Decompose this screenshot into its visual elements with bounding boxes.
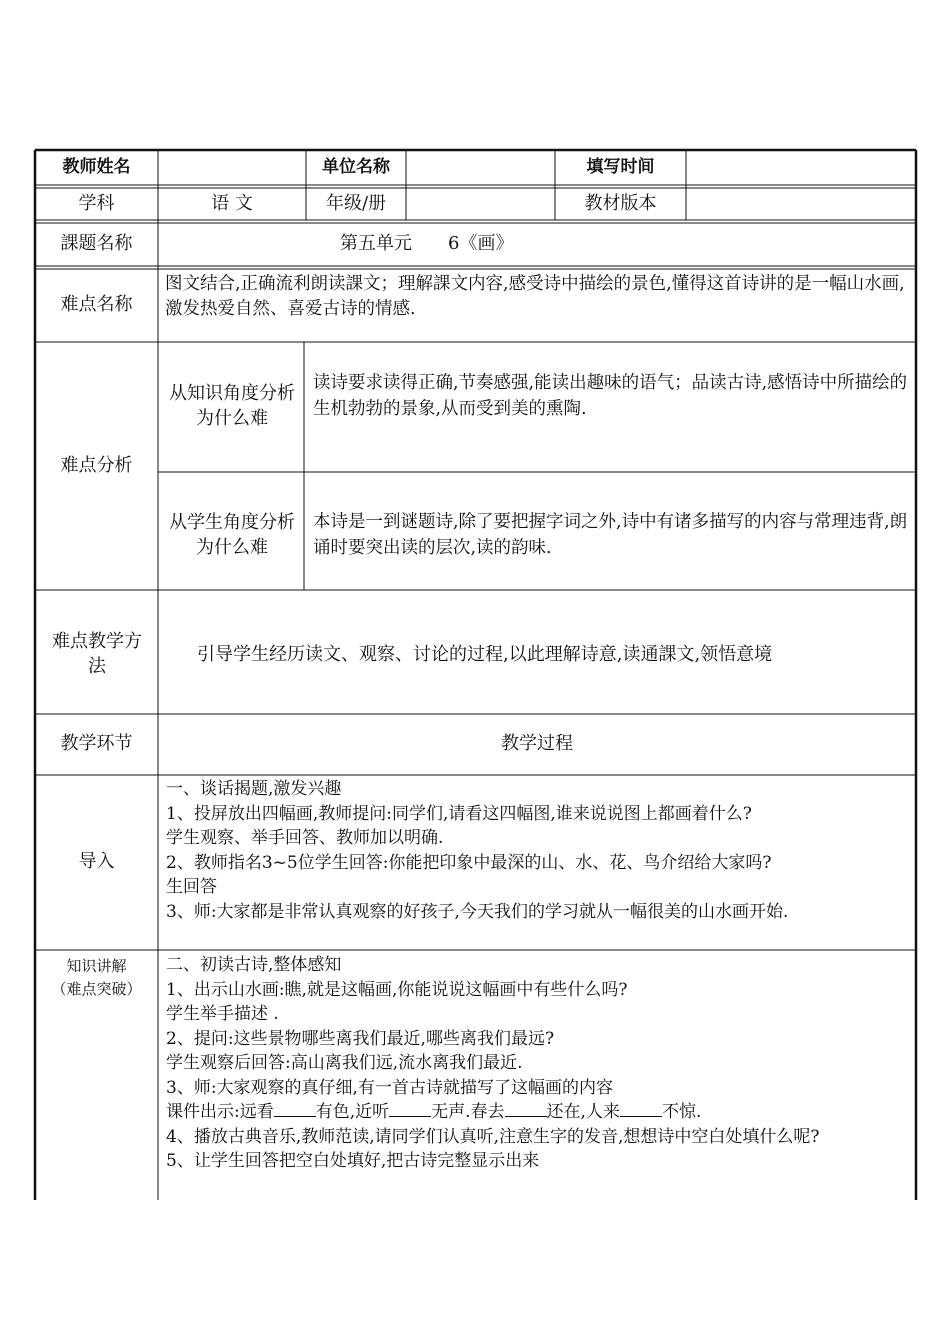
difficulty-analysis-label: 难点分析 <box>60 454 133 476</box>
student-angle-label: 从学生角度分析为什么难 <box>169 512 295 558</box>
intro-line: 一、谈话揭题,激发兴趣 <box>166 779 342 799</box>
knowledge-line: 二、初读古诗,整体感知 <box>166 955 342 975</box>
courseware-part: 有色,近听 <box>315 1102 390 1122</box>
fill-time-label: 填写时间 <box>586 157 655 178</box>
courseware-fill-blank-line <box>166 1100 914 1125</box>
knowledge-explain-title: 知识讲解 <box>66 957 127 975</box>
teaching-method-text: 引导学生经历读文、观察、讨论的过程,以此理解诗意,读通課文,领悟意境 <box>197 643 773 665</box>
blank-underline <box>620 1100 662 1117</box>
courseware-part: 还在,人来 <box>546 1102 620 1122</box>
intro-line: 学生观察、举手回答、教师加以明确. <box>166 828 444 848</box>
subject-label: 学科 <box>78 192 115 214</box>
knowledge-line: 5、让学生回答把空白处填好,把古诗完整显示出来 <box>166 1151 540 1171</box>
teaching-stage-header: 教学环节 <box>60 733 133 755</box>
grade-label: 年级/册 <box>325 192 387 214</box>
knowledge-line: 学生举手描述 . <box>166 1004 279 1024</box>
edition-value <box>686 188 916 220</box>
teacher-name-label: 教师姓名 <box>62 157 131 178</box>
edition-label: 教材版本 <box>584 192 657 214</box>
unit-value <box>406 150 555 185</box>
topic-label: 課题名称 <box>60 233 133 255</box>
knowledge-content <box>166 953 914 1198</box>
blank-underline <box>274 1100 316 1117</box>
intro-line: 3、师:大家都是非常认真观察的好孩子,今天我们的学习就从一幅很美的山水画开始. <box>166 901 789 922</box>
knowledge-line: 3、师:大家观察的真仔细,有一首古诗就描写了这幅画的内容 <box>166 1077 613 1098</box>
courseware-part: 课件出示:远看 <box>166 1102 274 1122</box>
knowledge-explain-label <box>35 955 158 1005</box>
blank-underline <box>505 1100 547 1117</box>
courseware-part: 不惊. <box>661 1102 702 1122</box>
knowledge-line: 学生观察后回答:高山离我们远,流水离我们最近. <box>166 1053 523 1073</box>
courseware-part: 无声.春去 <box>431 1102 505 1122</box>
fill-time-value <box>686 150 916 185</box>
intro-line: 生回答 <box>166 877 217 897</box>
teacher-name-value <box>158 150 306 185</box>
blank-underline <box>389 1100 431 1117</box>
intro-label: 导入 <box>78 851 115 873</box>
teaching-method-label: 难点教学方法 <box>52 631 142 677</box>
knowledge-line: 4、播放古典音乐,教师范读,请同学们认真听,注意生字的发音,想想诗中空白处填什么呢? <box>166 1126 820 1147</box>
intro-line: 2、教师指名3~5位学生回答:你能把印象中最深的山、水、花、鸟介绍给大家吗? <box>166 852 772 873</box>
difficulty-name-label: 难点名称 <box>60 294 133 316</box>
unit-label: 单位名称 <box>322 157 390 178</box>
knowledge-angle-text: 读诗要求读得正确,节奏感强,能读出趣味的语气；品读古诗,感悟诗中所描绘的生机勃勃的景象,从而受到美的熏陶. <box>313 373 908 419</box>
topic-value: 第五单元 6《画》 <box>340 233 514 255</box>
grade-value <box>406 188 555 220</box>
difficulty-name-text: 图文结合,正确流利朗读課文；理解課文内容,感受诗中描绘的景色,懂得这首诗讲的是一幅山水画,激发热爱自然、喜爱古诗的情感. <box>165 274 905 319</box>
knowledge-explain-subtitle: （难点突破） <box>51 980 142 998</box>
teaching-process-header: 教学过程 <box>501 733 573 755</box>
intro-content <box>166 777 914 949</box>
knowledge-line: 2、提问:这些景物哪些离我们最近,哪些离我们最远? <box>166 1028 555 1049</box>
student-angle-text: 本诗是一到谜题诗,除了要把握字词之外,诗中有诸多描写的内容与常理违背,朗诵时要突出读的层次,读的韵味. <box>313 512 908 558</box>
subject-value: 语 文 <box>211 192 253 214</box>
knowledge-angle-label: 从知识角度分析为什么难 <box>169 383 295 429</box>
knowledge-line: 1、出示山水画:瞧,就是这幅画,你能说说这幅画中有些什么吗? <box>166 979 628 1000</box>
intro-line: 1、投屏放出四幅画,教师提问:同学们,请看这四幅图,谁来说说图上都画着什么? <box>166 803 752 824</box>
